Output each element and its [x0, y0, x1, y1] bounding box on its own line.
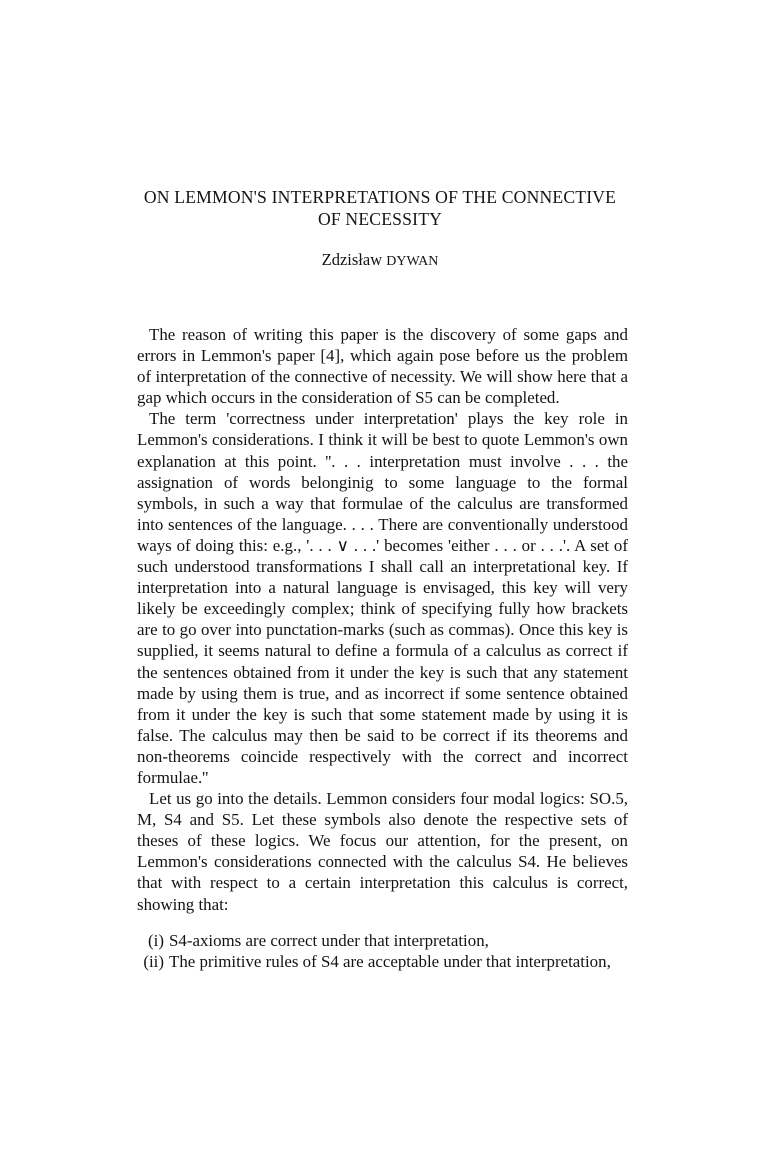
enumerated-list	[137, 930, 628, 972]
paragraph-1: The reason of writing this paper is the discovery of some gaps and errors in Lemmon's paper [4], which again pose before us the problem of interpretation of the connective of necessity. We will show here that a gap which occurs in the consideration of S5 can be completed.	[137, 325, 628, 408]
title-line-1: ON LEMMON'S INTERPRETATIONS OF THE CONNECTIVE	[143, 187, 617, 207]
list-item-number: (i)	[148, 930, 164, 950]
title-line-2: OF NECESSITY	[317, 209, 443, 229]
list-item-text: S4-axioms are correct under that interpretation,	[169, 930, 489, 950]
paper-body	[137, 324, 628, 972]
paragraph-3: Let us go into the details. Lemmon considers four modal logics: SO.5, M, S4 and S5. Let these symbols also denote the respective sets of theses of these logics. We focus our attention, for the present, on Lemmon's considerations connected with the calculus S4. He believes that with respect to a certain interpretation this calculus is correct, showing that:	[137, 789, 628, 914]
list-item	[137, 930, 628, 951]
paragraph-2: The term 'correctness under interpretation' plays the key role in Lemmon's considerations. I think it will be best to quote Lemmon's own explanation at this point. ''. . . interpretation must involve . . . the assignation of words belonginig to some language to the formal symbols, in such a way that formulae of the calculus are transformed into sentences of the language. . . . There are conventionally understood ways of doing this: e.g., '. . . ∨ . . .' becomes 'either . . . or . . .'. A set of such understood transformations I shall call an interpretational key. If interpretation into a natural language is envisaged, this key will very likely be exceedingly complex; think of specifying fully how brackets are to go over into punctation-marks (such as commas). Once this key is supplied, it seems natural to define a formula of a calculus as correct if the sentences obtained from it under the key is such that any statement made by using them is true, and as incorrect if some sentence obtained from it under the key is such that some statement made by using it is false. The calculus may then be said to be correct if its theorems and non-theorems coincide respectively with the correct and incorrect formulae.''	[137, 409, 628, 787]
paper-title	[100, 186, 660, 230]
list-item-text: The primitive rules of S4 are acceptable under that interpretation,	[169, 951, 611, 971]
author-first-name: Zdzisław	[321, 250, 383, 269]
author-last-name: DYWAN	[386, 254, 439, 269]
list-item-number: (ii)	[143, 951, 164, 971]
list-item	[137, 951, 628, 972]
author-name	[100, 250, 660, 272]
